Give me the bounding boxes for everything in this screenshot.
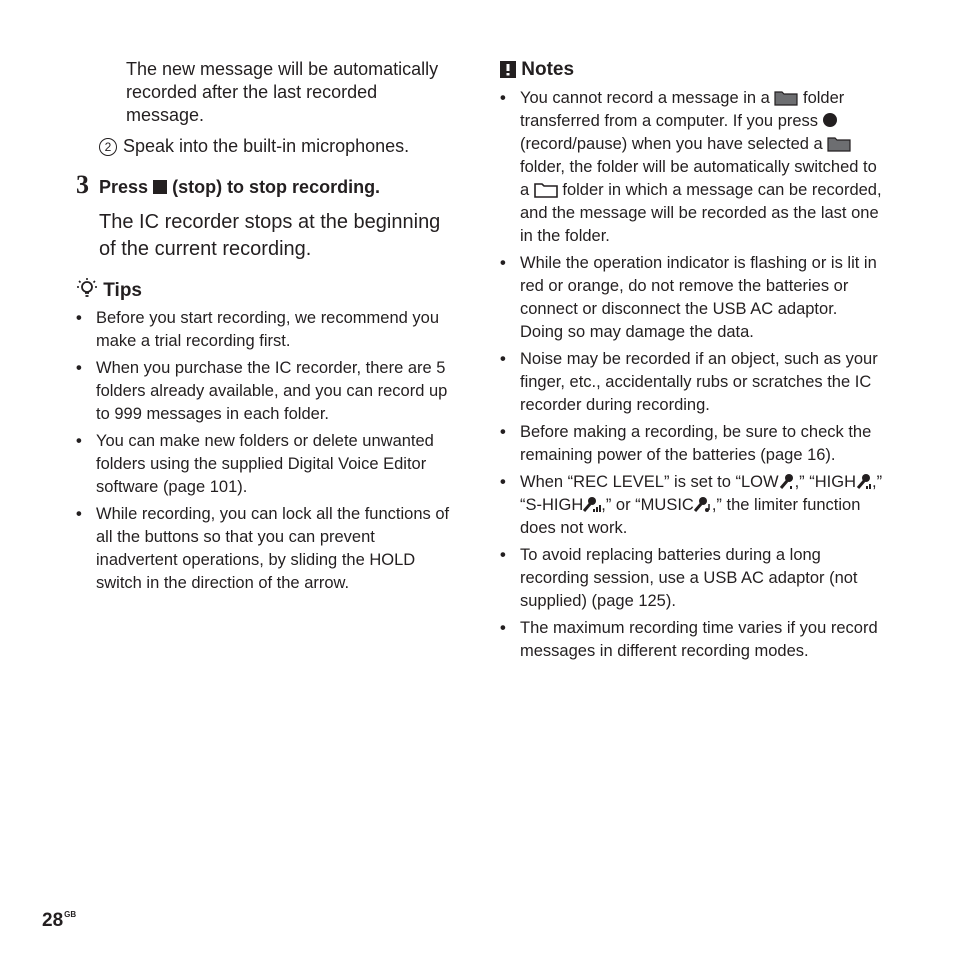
list-item: • Before making a recording, be sure to check the remaining power of the batteries (page 16). <box>500 421 885 467</box>
notes-list <box>500 87 885 667</box>
step-3-heading <box>99 176 459 199</box>
substep-2 <box>99 135 459 158</box>
continued-text: The new message will be automatically recorded after the last recorded message. <box>126 59 439 125</box>
note-1-part: folder in which a message can be recorded, and the message will be recorded as the last one in the folder. <box>520 181 882 245</box>
microphone-s-high-icon <box>583 496 601 513</box>
list-item: • When you purchase the IC recorder, there are 5 folders already available, and you can record up to 999 messages in each folder. <box>76 357 451 426</box>
tips-list <box>76 307 451 599</box>
list-item: • Before you start recording, we recommend you make a trial recording first. <box>76 307 451 353</box>
page-number-value: 28 <box>42 910 64 931</box>
step-3-rest: (stop) to stop recording. <box>172 177 381 197</box>
note-5-part: ,” “S-HIGH <box>520 473 883 514</box>
notes-icon <box>500 61 516 78</box>
notes-title: Notes <box>521 59 575 80</box>
note-1-part: (record/pause) when you have selected a <box>520 135 823 153</box>
list-item: • While the operation indicator is flashing or is lit in red or orange, do not remove the batteries or connect or disconnect the USB AC adaptor. Doing so may damage the data. <box>500 252 885 344</box>
note-5-part: ,” or “MUSIC <box>601 496 694 514</box>
step-3-number: 3 <box>76 170 89 199</box>
folder-icon <box>827 135 851 152</box>
microphone-high-icon <box>856 473 872 490</box>
folder-icon <box>774 89 798 106</box>
list-item: • While recording, you can lock all the functions of all the buttons so that you can prevent inadvertent operations, by sliding the HOLD switch in the direction of the arrow. <box>76 503 451 595</box>
list-item: • Noise may be recorded if an object, such as your finger, etc., accidentally rubs or scratches the IC recorder during recording. <box>500 348 885 417</box>
note-5-part: ,” the limiter function does not work. <box>520 496 861 537</box>
folder-outline-icon <box>534 181 558 198</box>
list-item <box>500 471 885 540</box>
step-3-description: The IC recorder stops at the beginning of the current recording. <box>99 211 441 260</box>
page-number <box>42 910 76 932</box>
tips-title: Tips <box>103 280 142 301</box>
microphone-music-icon <box>694 496 712 513</box>
notes-heading <box>500 58 574 82</box>
note-1-part: You cannot record a message in a <box>520 89 770 107</box>
list-item: • The maximum recording time varies if you record messages in different recording modes. <box>500 617 885 663</box>
tips-heading <box>76 277 142 303</box>
microphone-low-icon <box>779 473 795 490</box>
list-item <box>500 87 885 248</box>
stop-icon <box>153 180 167 194</box>
note-1-part: folder, the folder will be automatically switched to a <box>520 158 877 199</box>
substep-2-text: Speak into the built-in microphones. <box>123 136 410 156</box>
list-item: • You can make new folders or delete unwanted folders using the supplied Digital Voice Editor software (page 101). <box>76 430 451 499</box>
record-icon <box>823 113 837 127</box>
circled-number: 2 <box>99 138 117 156</box>
step-3-press: Press <box>99 177 149 197</box>
region-code: GB <box>64 910 77 919</box>
list-item: • To avoid replacing batteries during a long recording session, use a USB AC adaptor (not supplied) (page 125). <box>500 544 885 613</box>
note-5-part: When “REC LEVEL” is set to “LOW <box>520 473 779 491</box>
note-5-part: ,” “HIGH <box>794 473 856 491</box>
lightbulb-icon <box>76 277 98 299</box>
note-1-part: folder transferred from a computer. If you press <box>520 89 845 130</box>
